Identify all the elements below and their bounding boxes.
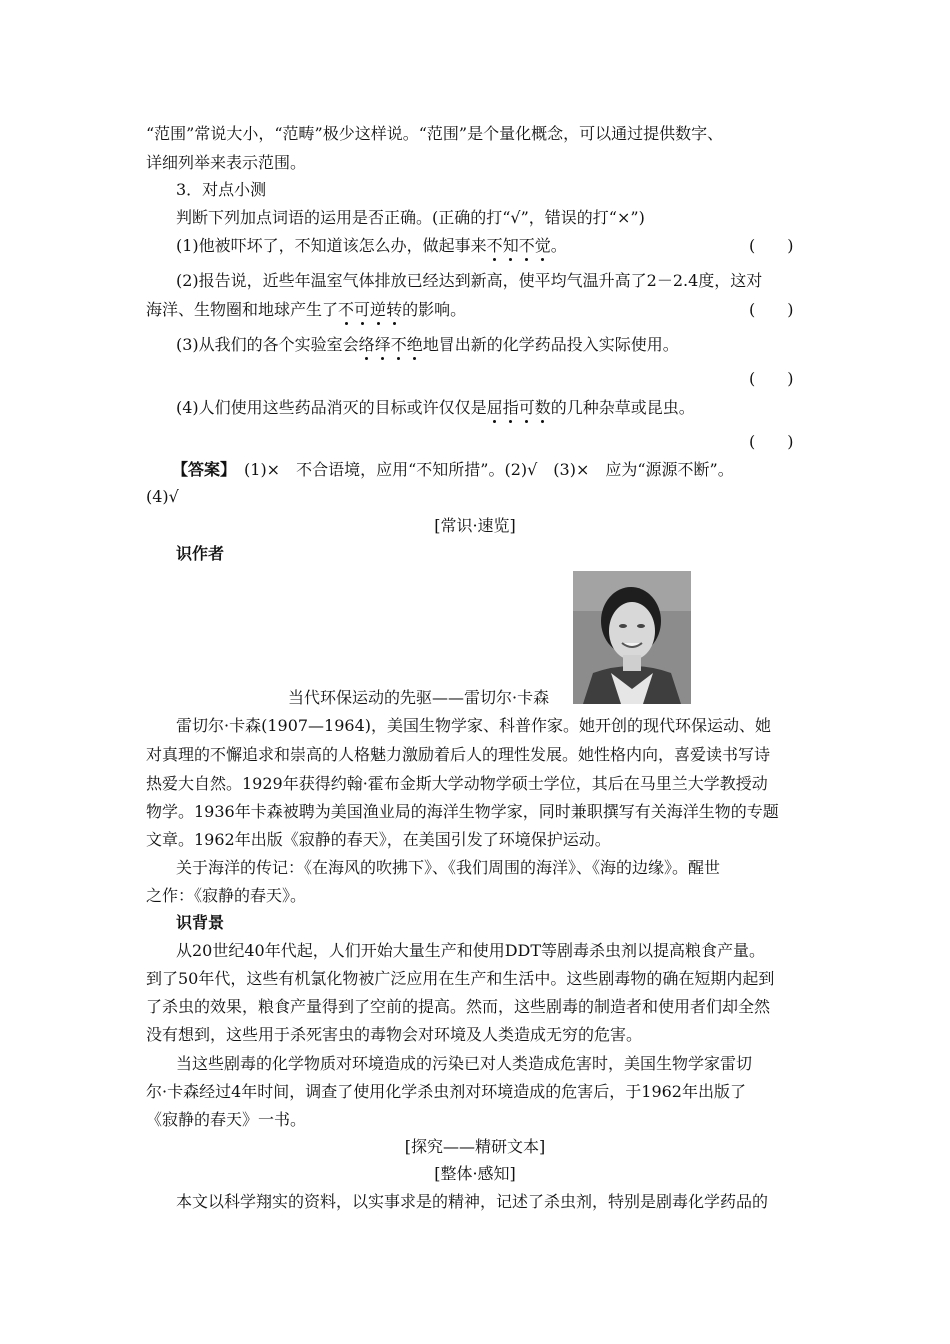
section-common-knowledge: [常识·速览]	[434, 516, 516, 535]
answer-line: 【答案】 (1)× 不合语境，应用“不知所措”。(2)√ (3)× 应为“源源不断”。	[172, 460, 734, 479]
section-overall: [整体·感知]	[434, 1164, 516, 1183]
text-line: 关于海洋的传记：《在海风的吹拂下》、《我们周围的海洋》、《海的边缘》。醒世	[176, 858, 721, 877]
question-2: (2)报告说，近些年温室气体排放已经达到新高，使平均气温升高了2－2.4度，这对	[176, 271, 763, 290]
answer-blank: ( )	[749, 236, 794, 255]
text-line: 从20世纪40年代起，人们开始大量生产和使用DDT等剧毒杀虫剂以提高粮食产量。	[176, 941, 766, 960]
answer-blank: ( )	[749, 300, 794, 319]
text-line: 文章。1962年出版《寂静的春天》，在美国引发了环境保护运动。	[146, 830, 611, 849]
text-line: 物学。1936年卡森被聘为美国渔业局的海洋生物学家，同时兼职撰写有关海洋生物的专题	[146, 802, 779, 821]
question-4: (4)人们使用这些药品消灭的目标或许仅仅是屈指可数的几种杂草或昆虫。	[176, 398, 695, 417]
heading-background: 识背景	[176, 913, 225, 932]
text-line: 当这些剧毒的化学物质对环境造成的污染已对人类造成危害时，美国生物学家雷切	[176, 1054, 753, 1073]
text-line: 没有想到，这些用于杀死害虫的毒物会对环境及人类造成无穷的危害。	[146, 1025, 643, 1044]
answer-blank: ( )	[749, 432, 794, 451]
photo-caption: 当代环保运动的先驱——雷切尔·卡森	[288, 688, 550, 707]
text-line: 判断下列加点词语的运用是否正确。(正确的打“√”，错误的打“×”)	[176, 208, 645, 227]
text-line: 到了50年代，这些有机氯化物被广泛应用在生产和生活中。这些剧毒物的确在短期内起到	[146, 969, 775, 988]
portrait-image	[573, 571, 691, 704]
text-line: “范围”常说大小，“范畴”极少这样说。“范围”是个量化概念，可以通过提供数字、	[146, 124, 724, 143]
text-line: 之作：《寂静的春天》。	[146, 886, 307, 905]
text-line: 热爱大自然。1929年获得约翰·霍布金斯大学动物学硕士学位，其后在马里兰大学教授动	[146, 774, 768, 793]
text-line: 尔·卡森经过4年时间，调查了使用化学杀虫剂对环境造成的危害后，于1962年出版了	[146, 1082, 746, 1101]
text-line: 详细列举来表示范围。	[146, 153, 307, 172]
text-line: 《寂静的春天》一书。	[146, 1110, 307, 1129]
answer-line-cont: (4)√	[146, 487, 179, 506]
subheading-practice: 3．对点小测	[176, 180, 267, 199]
answer-blank: ( )	[749, 369, 794, 388]
text-line: 雷切尔·卡森(1907—1964)，美国生物学家、科普作家。她开创的现代环保运动、她	[176, 716, 772, 735]
question-2-cont: 海洋、生物圈和地球产生了不可逆转的影响。	[146, 300, 467, 319]
answer-label: 【答案】	[172, 460, 229, 479]
text-line: 本文以科学翔实的资料，以实事求是的精神，记述了杀虫剂，特别是剧毒化学药品的	[176, 1192, 769, 1211]
text-line: 了杀虫的效果，粮食产量得到了空前的提高。然而，这些剧毒的制造者和使用者们却全然	[146, 997, 771, 1016]
heading-author: 识作者	[176, 544, 225, 563]
question-3: (3)从我们的各个实验室会络绎不绝地冒出新的化学药品投入实际使用。	[176, 335, 679, 354]
section-explore: [探究——精研文本]	[404, 1137, 546, 1156]
question-1: (1)他被吓坏了，不知道该怎么办，做起事来不知不觉。	[176, 236, 567, 255]
text-line: 对真理的不懈追求和崇高的人格魅力激励着后人的理性发展。她性格内向，喜爱读书写诗	[146, 745, 771, 764]
author-portrait	[573, 571, 691, 704]
